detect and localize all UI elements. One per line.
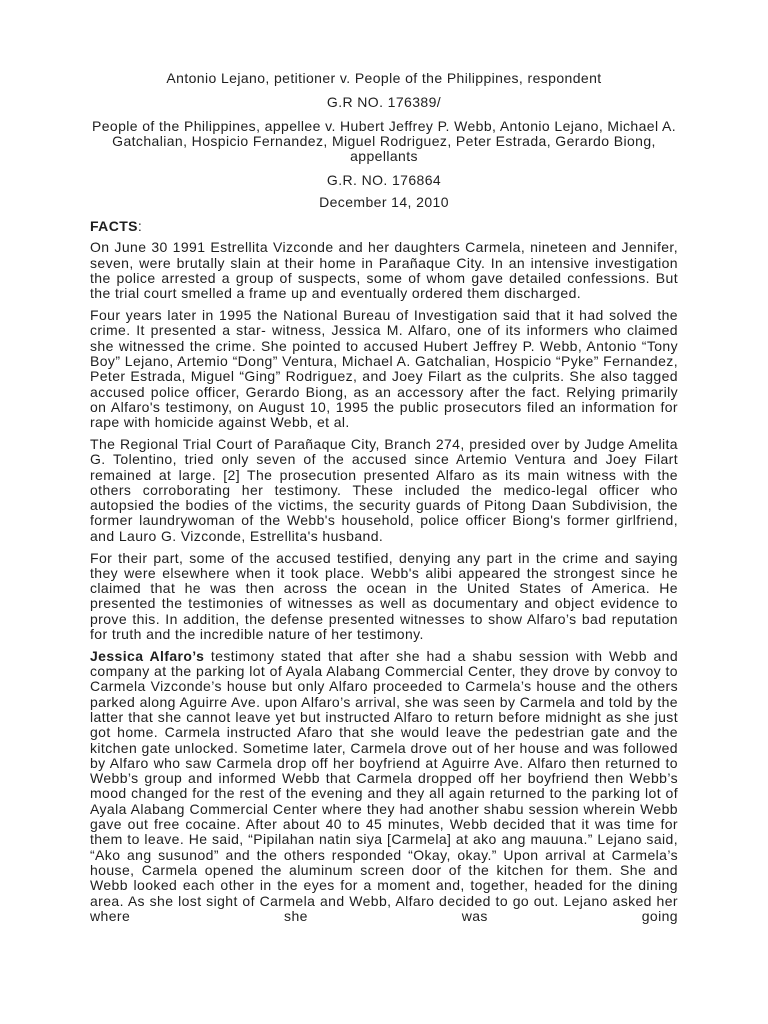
facts-paragraph-defense: For their part, some of the accused testified, denying any part in the crime and saying they were elsewhere when it took place. Webb's alibi appeared the strongest since he claimed that he was then across the ocean in the United States of America. He presented the testimonies of witnesses as well as documentary and object evidence to prove this. In addition, the defense presented witnesses to show Alfaro’s bad reputation for truth and the incredible nature of her testimony. [90,549,678,642]
decision-date: December 14, 2010 [319,193,449,210]
facts-paragraph-testimony [90,649,678,924]
gr-number-176389: G.R NO. 176389/ [326,93,442,110]
gr-number-176864: G.R. NO. 176864 [326,171,442,188]
document-body [90,71,678,931]
testimony-text: testimony stated that after she had a shabu session with Webb and company at the parking lot of Ayala Alabang Commercial Center, they drove by convoy to Carmela Vizconde’s house but only Alfaro proceeded to Carmela’s house and the others parked along Aguirre Ave. upon Alfaro’s arrival, she was seen by Carmela and told by the latter that she cannot leave yet but instructed Alfaro to return before midnight as she just got home. Carmela instructed Afaro that she would leave the pedestrian gate and the kitchen gate unlocked. Sometime later, Carmela drove out of her house and was followed by Alfaro who saw Carmela drop off her boyfriend at Aguirre Ave. Alfaro then returned to Webb’s group and informed Webb that Carmela dropped off her boyfriend then Webb’s mood changed for the rest of the evening and they all again returned to the parking lot of Ayala Alabang Commercial Center where they had another shabu session wherein Webb gave out free cocaine. After about 40 to 45 minutes, Webb decided that it was time for them to leave. He said, “Pipilahan natin siya [Carmela] at ako ang mauuna.” Lejano said, “Ako ang susunod” and the others responded “Okay, okay.” Upon arrival at Carmela’s house, Carmela opened the aluminum screen door of the kitchen for them. She and Webb looked each other in the eyes for a moment and, together, headed for the dining area. As she lost sight of Carmela and Webb, Alfaro decided to go out. Lejano asked her where she was going [90,647,679,924]
case-title-lejano: Antonio Lejano, petitioner v. People of the Philippines, respondent [166,70,602,86]
facts-heading [90,219,678,234]
facts-paragraph-crime: On June 30 1991 Estrellita Vizconde and her daughters Carmela, nineteen and Jennifer, seven, were brutally slain at their home in Parañaque City. In an intensive investigation the police arrested a group of suspects, some of whom gave detailed confessions. But the trial court smelled a frame up and eventually ordered them discharged. [90,239,678,302]
facts-heading-colon: : [137,217,143,234]
facts-paragraph-trial: The Regional Trial Court of Parañaque City, Branch 274, presided over by Judge Amelita G. Tolentino, tried only seven of the accused since Artemio Ventura and Joey Filart remained at large. [2] The prosecution presented Alfaro as its main witness with the others corroborating her testimony. These included the medico-legal officer who autopsied the bodies of the victims, the security guards of Pitong Daan Subdivision, the former laundrywoman of the Webb's household, police officer Biong's former girlfriend, and Lauro G. Vizconde, Estrellita's husband. [90,435,678,544]
facts-paragraph-nbi: Four years later in 1995 the National Bureau of Investigation said that it had solved the crime. It presented a star- witness, Jessica M. Alfaro, one of its informers who claimed she witnessed the crime. She pointed to accused Hubert Jeffrey P. Webb, Antonio “Tony Boy” Lejano, Artemio “Dong” Ventura, Michael A. Gatchalian, Hospicio “Pyke” Fernandez, Peter Estrada, Miguel “Ging” Rodriguez, and Joey Filart as the culprits. She also tagged accused police officer, Gerardo Biong, as an accessory after the fact. Relying primarily on Alfaro's testimony, on August 10, 1995 the public prosecutors filed an information for rape with homicide against Webb, et al. [90,307,678,431]
facts-heading-label: FACTS [90,217,138,234]
testimony-lead: Jessica Alfaro’s [90,647,205,664]
case-title-webb: People of the Philippines, appellee v. Hubert Jeffrey P. Webb, Antonio Lejano, Michael A. Gatchalian, Hospicio Fernandez, Miguel Rodriguez, Peter Estrada, Gerardo Biong, appellants [91,117,677,165]
